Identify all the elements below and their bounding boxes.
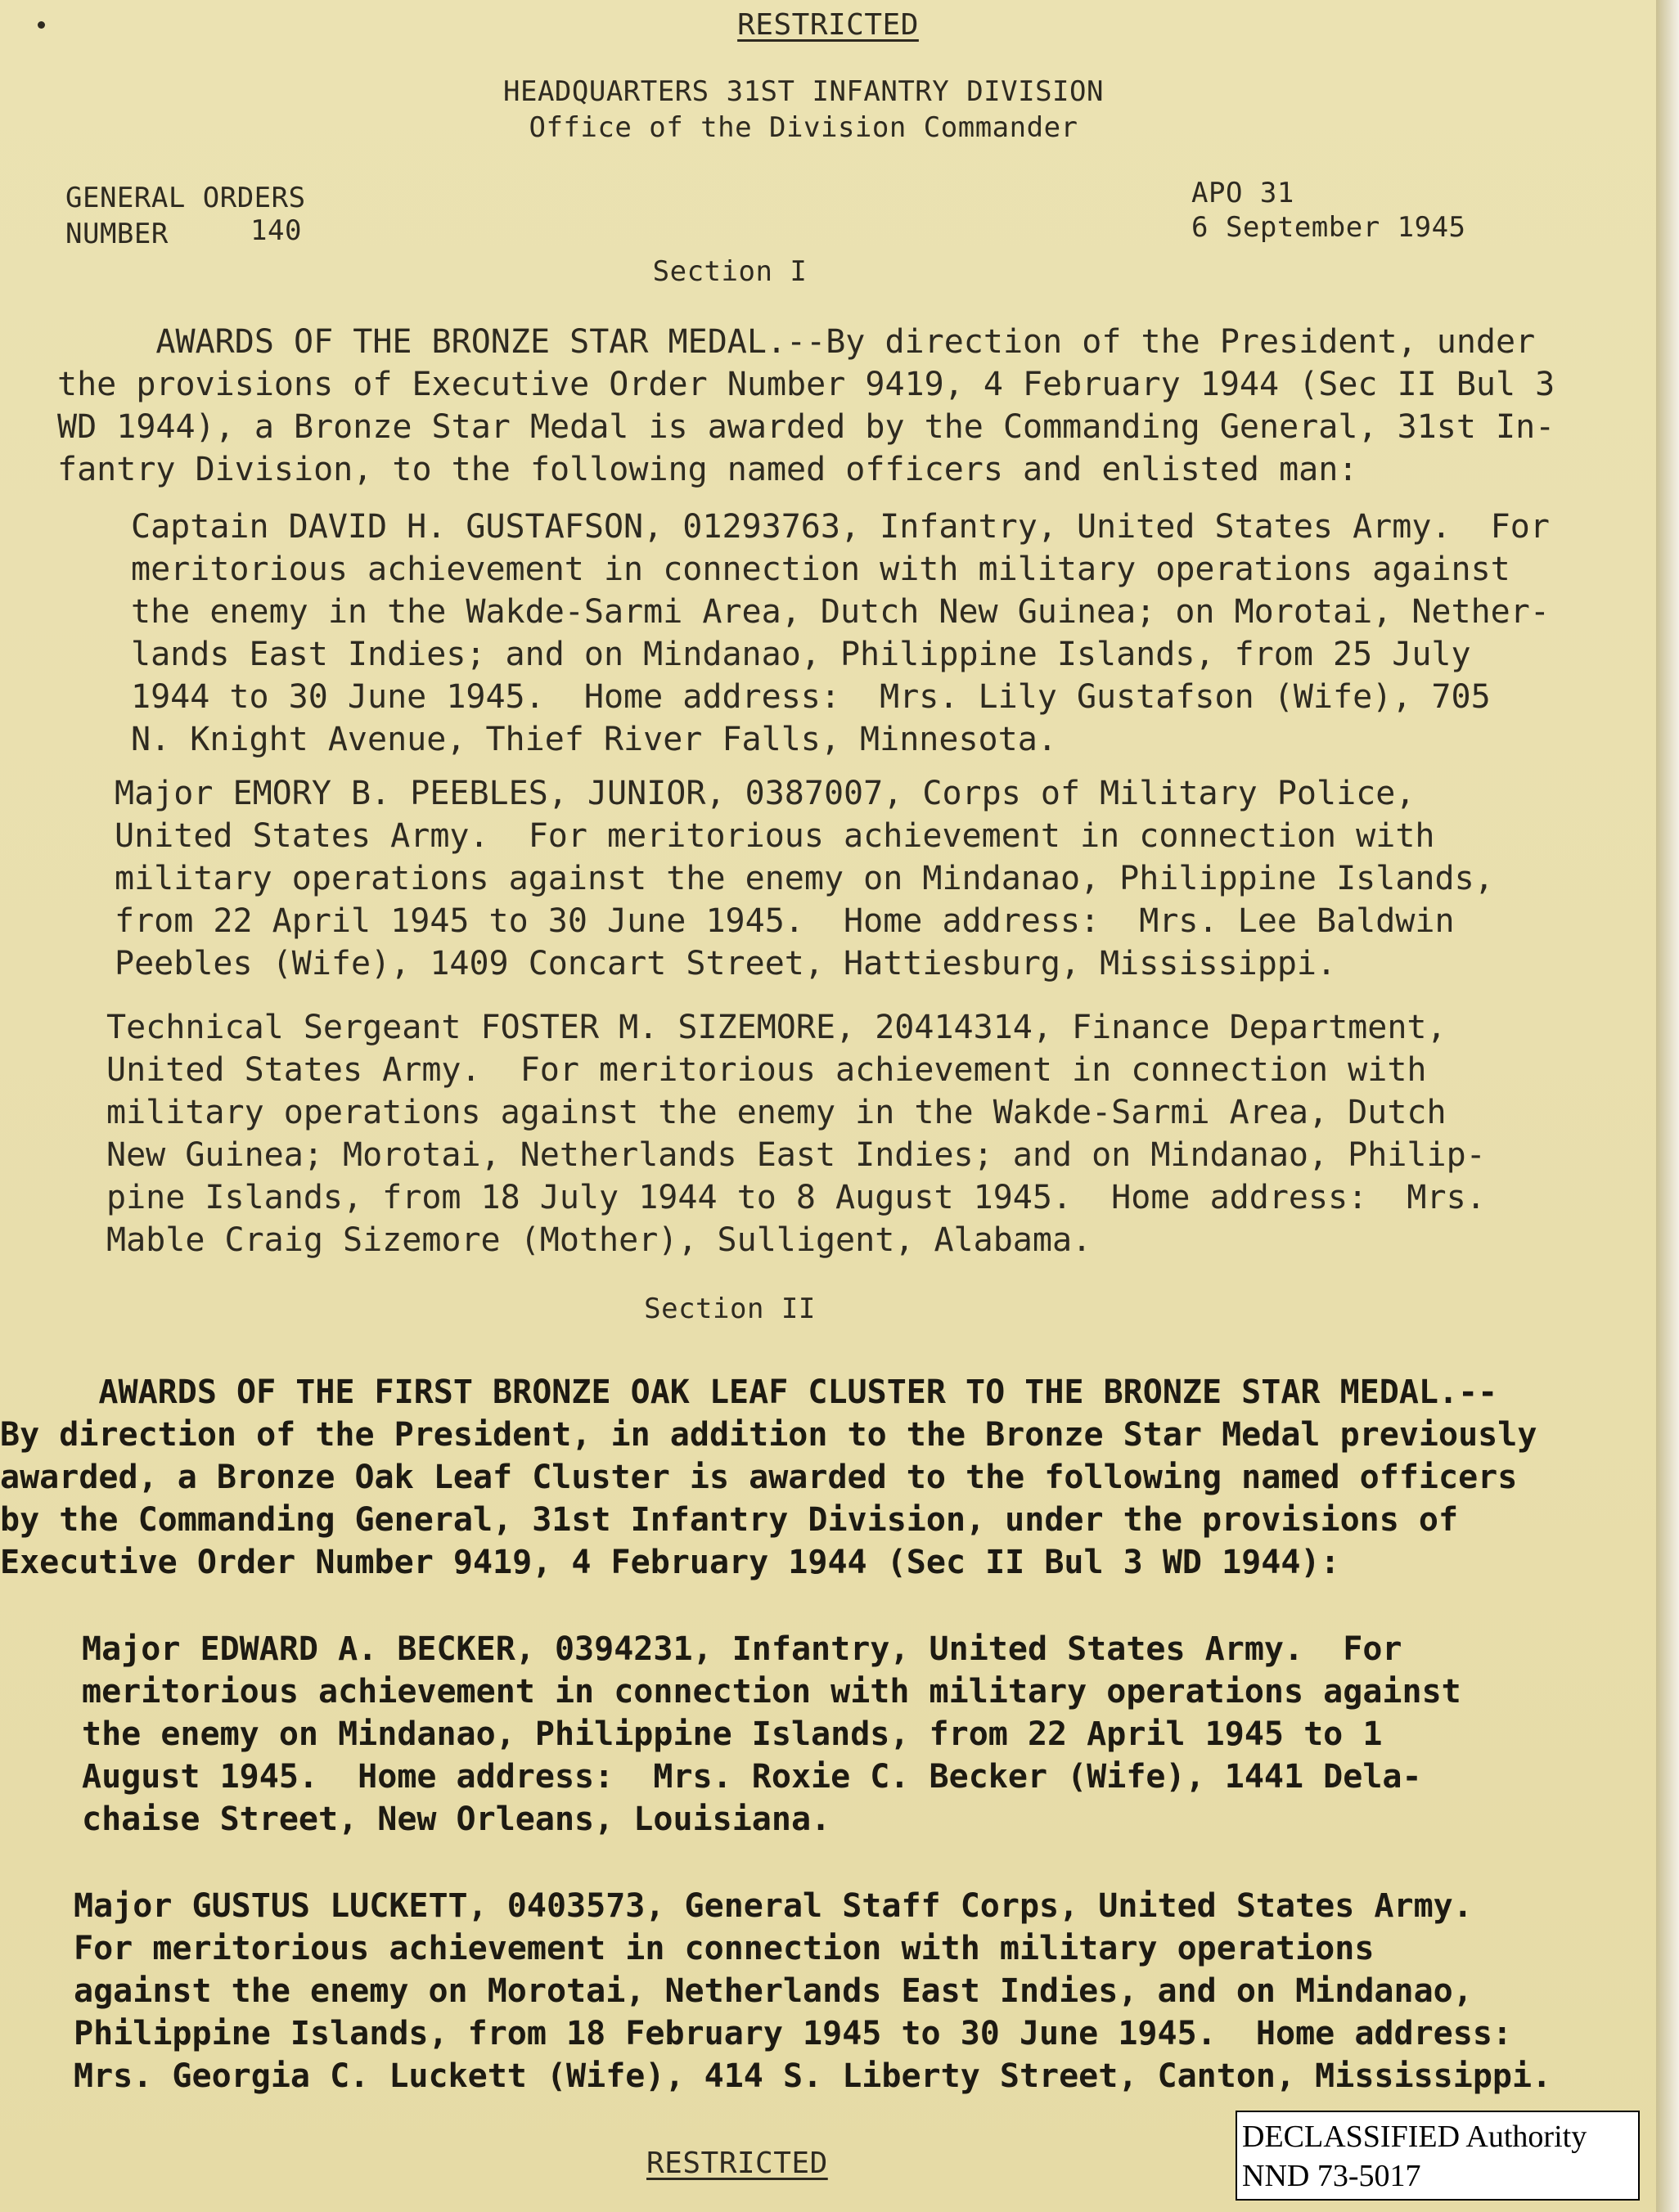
headquarters-title: HEADQUARTERS 31ST INFANTRY DIVISION [503,75,1104,108]
stamp-authority: DECLASSIFIED Authority [1242,2120,1587,2154]
section-1-intro: AWARDS OF THE BRONZE STAR MEDAL.--By direction of the President, under the provisions of Executive Order Number 9419, 4 February 1944 (Sec II Bul 3 WD 1944), a Bronze Star Medal is awarded by the Commanding General, 31st In- fantry Division, to the following named officers and enlisted man: [57,323,1555,488]
restricted-footer: RESTRICTED [646,2147,828,2180]
section-1-title: Section I [652,255,808,288]
page-edge [1656,0,1679,2212]
section-2-title: Section II [644,1293,816,1325]
award-luckett: Major GUSTUS LUCKETT, 0403573, General Staff Corps, United States Army. For meritorious achievement in connection with military operations against the enemy on Morotai, Netherlands East Indies, and on Mindanao, Philippine Islands, from 18 February 1945 to 30 June 1945. Home address: Mrs. Georgia C. Luckett (Wife), 414 S. Liberty Street, Canton, Mississippi. [74,1887,1552,2095]
award-peebles: Major EMORY B. PEEBLES, JUNIOR, 0387007, Corps of Military Police, United States Army. For meritorious achievement in connection with military operations against the enemy on Mindanao, Philippine Islands, from 22 April 1945 to 30 June 1945. Home address: Mrs. Lee Baldwin Peebles (Wife), 1409 Concart Street, Hattiesburg, Mississippi. [115,775,1494,982]
restricted-header: RESTRICTED [737,8,919,42]
number-value: 140 [250,214,302,247]
office-title: Office of the Division Commander [529,111,1078,144]
declassified-stamp [1236,2111,1640,2201]
order-date: 6 September 1945 [1191,211,1466,244]
award-becker: Major EDWARD A. BECKER, 0394231, Infantry, United States Army. For meritorious achievement in connection with military operations against the enemy on Mindanao, Philippine Islands, from 22 April 1945 to 1 August 1945. Home address: Mrs. Roxie C. Becker (Wife), 1441 Dela- chaise Street, New Orleans, Louisiana. [82,1630,1461,1838]
stamp-number: NND 73-5017 [1242,2159,1421,2193]
award-sizemore: Technical Sergeant FOSTER M. SIZEMORE, 20414314, Finance Department, United States Army. For meritorious achievement in connection with military operations against the enemy in the Wakde-Sarmi Area, Dutch New Guinea; Morotai, Netherlands East Indies; and on Mindanao, Philip- pine Islands, from 18 July 1944 to 8 August 1945. Home address: Mrs. Mable Craig Sizemore (Mother), Sulligent, Alabama. [106,1009,1486,1259]
general-orders-label: GENERAL ORDERS [65,182,306,214]
number-label: NUMBER [65,218,169,250]
award-gustafson: Captain DAVID H. GUSTAFSON, 01293763, Infantry, United States Army. For meritorious achievement in connection with military operations against the enemy in the Wakde-Sarmi Area, Dutch New Guinea; on Morotai, Nether- lands East Indies; and on Mindanao, Philippine Islands, from 25 July 1944 to 30 June 1945. Home address: Mrs. Lily Gustafson (Wife), 705 N. Knight Avenue, Thief River Falls, Minnesota. [131,508,1550,758]
section-2-intro: AWARDS OF THE FIRST BRONZE OAK LEAF CLUSTER TO THE BRONZE STAR MEDAL.-- By direction of the President, in addition to the Bronze Star Medal previously awarded, a Bronze Oak Leaf Cluster is awarded to the following named officers by the Commanding General, 31st Infantry Division, under the provisions of Executive Order Number 9419, 4 February 1944 (Sec II Bul 3 WD 1944): [0,1374,1537,1581]
apo-label: APO 31 [1191,177,1294,209]
